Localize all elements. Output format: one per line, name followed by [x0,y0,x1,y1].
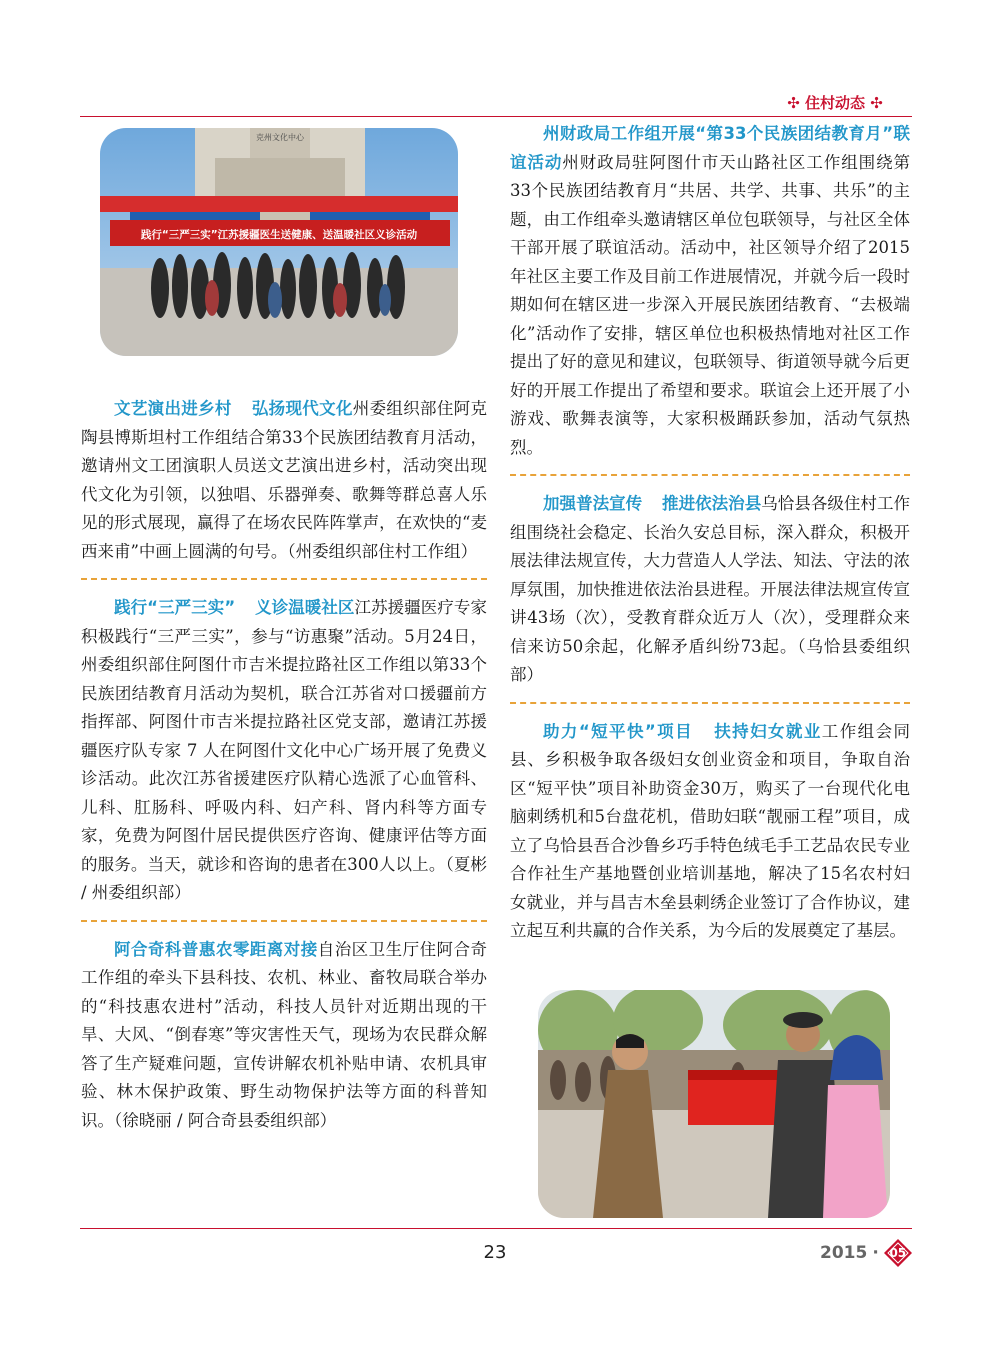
dashed-divider [510,702,910,704]
photo-banner-text: 践行“三严三实”江苏援疆医生送健康、送温暖社区义诊活动 [140,229,418,241]
article-headline: 文艺演出进乡村 弘扬现代文化 [114,399,353,418]
article-headline: 助力“短平快”项目 扶持妇女就业 [543,721,822,741]
article-culture-show [81,395,487,566]
article-headline: 阿合奇科普惠农零距离对接 [114,939,318,959]
article-finance-bureau [510,120,910,462]
issue-separator: · [872,1243,879,1263]
article-medical-outreach [81,594,487,908]
article-body: 州委组织部住阿克陶县博斯坦村工作组结合第33个民族团结教育月活动，邀请州文工团演职人员送文艺演出进乡村，活动突出现代文化为引领，以独唱、乐器弹奏、歌舞等群总喜人乐见的形式展现，赢得了在场农民阵阵掌声，在欢快的“麦西来甫”中画上圆满的句号。（州委组织部住村工作组） [81,399,488,561]
dashed-divider [81,578,487,580]
building-sign: 克州文化中心 [256,133,304,142]
article-body: 江苏援疆医疗专家积极践行“三严三实”，参与“访惠聚”活动。5月24日，州委组织部住阿图什市吉米提拉路社区工作组以第33个民族团结教育月活动为契机，联合江苏省对口援疆前方指挥部、阿图什市吉米提拉路社区党支部，邀请江苏援疆医疗队专家 7 人在阿图什文化中心广场开展了免费义诊活动。此次江苏省援建医疗队精心选派了心血管科、儿科、肛肠科、呼吸内科、妇产科、肾内科等方面专家，免费为阿图什居民提供医疗咨询、健康评估等方面的服务。当天，就诊和咨询的患者在300人以上。（夏彬 / 州委组织部） [81,598,488,902]
article-headline: 加强普法宣传 推进依法治县 [543,494,762,513]
footer-rule [80,1228,912,1229]
article-women-employment [510,718,910,946]
photo-medical-outreach [100,128,458,356]
article-headline: 州财政局工作组开展“第33个民族团结教育月”联谊活动 [510,124,910,172]
issue-year: 2015 [820,1243,868,1263]
header-rule [80,116,912,117]
page-number: 23 [483,1242,507,1263]
article-body: 州财政局驻阿图什市天山路社区工作组围绕第33个民族团结教育月“共居、共学、共事、共乐”的主题，由工作组牵头邀请辖区单位包联领导，与社区全体干部开展了联谊活动。活动中，社区领导介绍了2015年社区主要工作及目前工作进展情况，并就今后一段时期如何在辖区进一步深入开展民族团结教育、“去极端化”活动作了安排，辖区单位也积极热情地对社区工作提出了好的意见和建议，包联领导、街道领导就今后更好的开展工作提出了希望和要求。联谊会上还开展了小游戏、歌舞表演等，大家积极踊跃参加，活动气氛热烈。 [510,152,911,457]
article-body: 乌恰县各级住村工作组围绕社会稳定、长治久安总目标，深入群众，积极开展法律法规宣传，大力营造人人学法、知法、守法的浓厚氛围，加快推进依法治县进程。开展法律法规宣传宣讲43场（次），受教育群众近万人（次），受理群众来信来访50余起，化解矛盾纠纷73起。（乌恰县委组织部） [510,494,911,684]
article-legal-publicity [510,490,910,690]
right-column [510,120,910,946]
article-science-farming [81,936,487,1136]
left-column [81,395,487,1135]
article-body: 自治区卫生厅住阿合奇工作组的牵头下县科技、农机、林业、畜牧局联合举办的“科技惠农进村”活动，科技人员针对近期出现的干旱、大风、“倒春寒”等灾害性天气，现场为农民群众解答了生产疑难问题，宣传讲解农机补贴申请、农机具审验、林木保护政策、野生动物保护法等方面的科普知识。（徐晓丽 / 阿合奇县委组织部） [81,939,488,1130]
issue-badge [884,1239,912,1267]
article-body: 工作组会同县、乡积极争取各级妇女创业资金和项目，争取自治区“短平快”项目补助资金30万，购买了一台现代化电脑刺绣机和5台盘花机，借助妇联“靓丽工程”项目，成立了乌恰县吾合沙鲁乡巧手特色绒毛手工艺品农民专业合作社生产基地暨创业培训基地，解决了15名农村妇女就业，并与昌吉木垒县刺绣企业签订了合作协议，建立起互利共赢的合作关系，为今后的发展奠定了基层。 [510,721,910,940]
dashed-divider [81,920,487,922]
dashed-divider [510,474,910,476]
issue-number: 05 [889,1246,907,1260]
issue-info [820,1240,912,1266]
photo-gift-handover [538,990,890,1218]
article-headline: 践行“三严三实” 义诊温暖社区 [114,598,355,617]
section-tag: ✣ 住村动态 ✣ [787,94,883,112]
